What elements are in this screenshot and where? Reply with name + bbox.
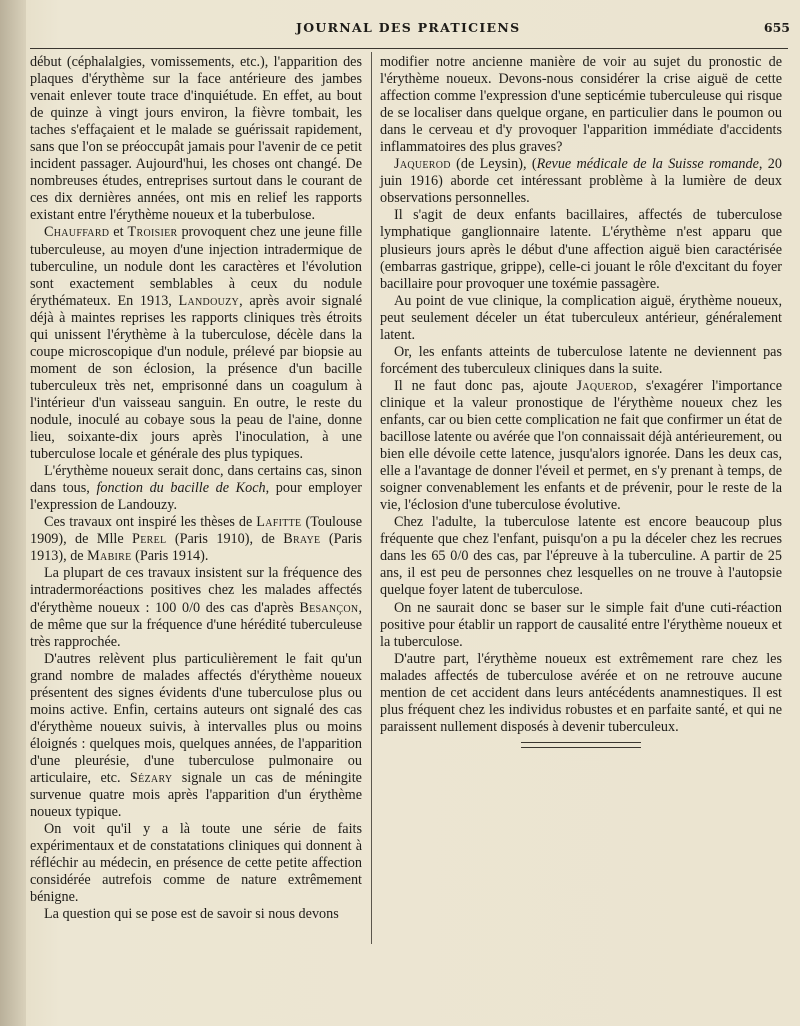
paragraph: Chez l'adulte, la tuberculose latente est encore beaucoup plus fréquente que chez l'enfant, puisqu'on a pu la déceler chez les recrues dans les 65 0/0 des cas, par l'épreuve à la tuberculine. A partir de 25 ans, il est peu de personnes chez lesquelles on ne trouve à l'autopsie quelque foyer latent de tuberculose. [380,514,782,599]
author-name: Sézary [129,769,173,786]
journal-title: JOURNAL DES PRATICIENS [296,20,521,35]
paragraph: Or, les enfants atteints de tuberculose latente ne deviennent pas forcément des tuberculeux cliniques dans la suite. [380,343,782,377]
right-column [380,54,782,748]
end-of-article-rule [521,742,641,748]
paragraph: début (céphalalgies, vomissements, etc.), l'apparition des plaques d'érythème sur la face antérieure des jambes venait enlever toute trace d'inquiétude. En effet, au bout de quinze à vingt jours environ, la fièvre tombait, les taches s'effaçaient et le malade se guérissait rapidement, sans que l'on se préoccupât jamais pour l'avenir de ce petit incident passager. Aujourd'hui, les choses ont changé. De nombreuses études, entreprises surtout dans le courant de ces dix dernières années, ont mis en relief les rapports existant entre l'érythème noueux et la tuberbulose. [30,54,362,224]
author-name: Besançon [299,599,359,616]
author-name: Landouzy [178,292,240,309]
text-run: , s'exagérer l'importance clinique et la valeur pronostique de l'érythème noueux chez les enfants, car ou bien cette complication ne fait que confirmer un état de bacillose latente ou avérée que l'on connaissait déjà antérieurement, ou bien elle dévoile cette latence, jusqu'alors ignorée. Dans les deux cas, elle a l'avantage de donner l'éveil et permet, en s'y prenant à temps, de soigner convenablement les enfants et de prévenir, pour le reste de la vie, l'éclosion d'une tuberculose évolutive. [380,377,783,514]
text-run: (Toulouse 1909), de Mlle [30,514,362,548]
paragraph: modifier notre ancienne manière de voir au sujet du pronostic de l'érythème noueux. Devons-nous considérer la crise aiguë de cette affection comme l'expression d'une septicémie tuberculeuse qui risque de se localiser dans quelque organe, en particulier dans le poumon ou dans le cerveau et d'y provoquer l'apparition immédiate d'accidents inflammatoires des plus graves? [380,54,782,156]
text-run: , de même que sur la fréquence d'une hérédité tuberculeuse très rapprochée. [30,599,362,650]
text-run: Ces travaux ont inspiré les thèses de [44,514,257,531]
text-run: L'érythème noueux serait donc, dans certains cas, sinon dans tous, [30,463,362,497]
paragraph [30,514,362,565]
text-run: , 20 juin 1916) aborde cet intéressant problème à la lumière de deux observations personnelles. [380,156,782,207]
paragraph [30,463,362,514]
page-number: 655 [763,20,790,35]
book-spine-shadow [0,0,26,1026]
paragraph: On voit qu'il y a là toute une série de faits expérimentaux et de constatations cliniques qui donnent à réfléchir au médecin, en présence de cette petite affection considérée autrefois comme de nature extrêmement bénigne. [30,821,362,906]
text-run: (Paris 1913), de [30,531,362,565]
paragraph: La question qui se pose est de savoir si nous devons [44,906,339,923]
running-header [30,4,790,34]
text-run: Il ne faut donc pas, ajoute [394,377,577,394]
text-run: , après avoir signalé déjà à maintes reprises les rapports cliniques très étroits qui unissent l'érythème à la tuberculose, décèle dans la coupe microscopique d'un nodule, prélevé par biopsie au moment de son éclosion, la présence d'un bacille tuberculeux très net, emprisonné dans un coagulum à l'intérieur d'un vaisseau sanguin. En outre, le reste du nodule, inoculé au cobaye sous la peau de l'aine, donne lieu, soixante-dix jours après l'inoculation, à une tuberculose locale et générale des plus typiques. [30,292,362,463]
paragraph [380,378,782,514]
paragraph [30,651,362,821]
paragraph: D'autre part, l'érythème noueux est extrêmement rare chez les malades affectés de tuberculose avérée et on ne retrouve aucune mention de cet accident dans leurs antécédents anamnestiques. Il est plus fréquent chez les individus robustes et en parfaite santé, et qui ne paraissent nullement disposés à devenir tuberculeux. [380,650,782,735]
text-run: et [109,224,128,241]
paragraph [380,156,782,207]
author-name: Jaquerod [576,377,634,394]
left-column [30,54,362,923]
paragraph: Au point de vue clinique, la complication aiguë, érythème noueux, peut seulement déceler un état tuberculeux antérieur, généralement latent. [380,292,782,343]
text-run: D'autres relèvent plus particulièrement le fait qu'un grand nombre de malades affectés d'érythème noueux présentent des signes évidents d'une tuberculose plus ou moins active. Enfin, certains auteurs ont signalé des cas d'érythème noueux suivis, à intervalles plus ou moins éloignés : quelques mois, quelques années, de l'apparition d'une pleurésie, d'une tuberculose pulmonaire ou articulaire, etc. [30,650,362,786]
author-name: Troisier [127,224,178,241]
journal-reference: Revue médicale de la Suisse romande [536,156,759,173]
column-divider [371,52,372,944]
paragraph: On ne saurait donc se baser sur le simple fait d'une cuti-réaction positive pour établir un rapport de causalité entre l'érythème noueux et la tuberculose. [380,599,782,650]
paragraph: Il s'agit de deux enfants bacillaires, affectés de tuberculose lymphatique ganglionnaire latente. L'érythème n'est apparu que plusieurs jours après le début d'une affection aiguë bien caractérisée (embarras gastrique, grippe), celle-ci jouant le rôle d'excitant du foyer bacillaire pour provoquer une toxémie passagère. [380,207,782,292]
header-rule [30,48,788,49]
author-name: Chauffard [44,224,110,241]
paragraph [30,224,362,463]
text-run: La plupart de ces travaux insistent sur la fréquence des intradermoréactions positives chez les malades affectés d'érythème noueux : 100 0/0 des cas d'après [30,565,362,616]
paragraph [30,565,362,650]
text-run: (de Leysin), ( [450,156,537,173]
text-run: (Paris 1910), de [166,531,284,548]
text-run: provoquent chez une jeune fille tuberculeuse, au moyen d'une injection intradermique de tuberculine, un nodule dont les caractères et l'évolution sont exactement semblables à ceux du nodule érythémateux. En 1913, [30,224,362,309]
author-name: Mabire [87,548,132,565]
text-run: , pour employer l'expression de Landouzy. [30,480,362,514]
author-name: Jaquerod [394,156,451,173]
italic-phrase: fonction du bacille de Koch [96,480,266,497]
author-name: Lafitte [256,514,302,531]
text-run: signale un cas de méningite survenue quatre mois après l'apparition d'un érythème noueux typique. [30,769,362,821]
author-name: Braye [283,531,321,548]
text-run: (Paris 1914). [131,548,209,565]
author-name: Perel [132,531,167,548]
